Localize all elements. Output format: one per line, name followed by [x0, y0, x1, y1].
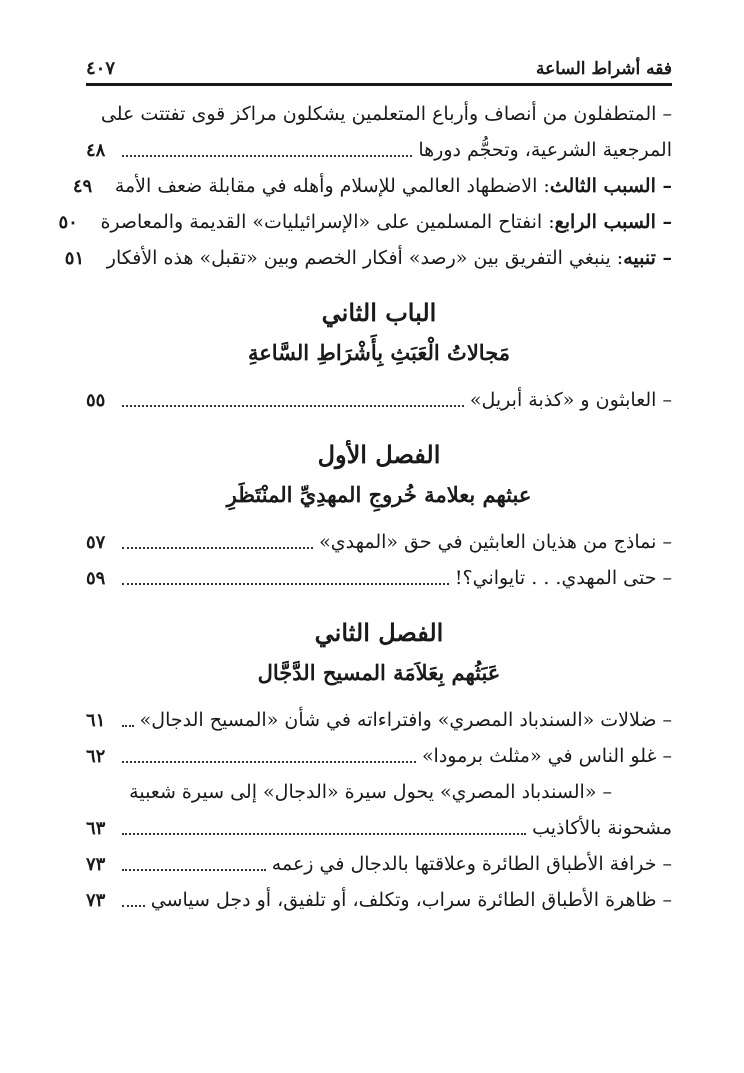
- page-number: ٤٠٧: [86, 58, 116, 79]
- toc-entry: [86, 560, 672, 596]
- dot-leader: [122, 905, 145, 907]
- dot-leader: [122, 583, 449, 585]
- part-title: الباب الثاني: [321, 298, 437, 327]
- chapter-1-subtitle: عبثهم بعلامة خُروجِ المهدِيِّ المنْتَظَرِ: [226, 482, 532, 507]
- running-header: [86, 52, 672, 86]
- toc-group-chapter1: [86, 524, 672, 596]
- entry-page: ٦٢: [86, 746, 106, 767]
- part-subtitle: مَجالاتُ الْعَبَثِ بِأَشْرَاطِ السَّاعةِ: [247, 340, 511, 365]
- toc-entry: [86, 524, 672, 560]
- toc-page: [58, 52, 672, 918]
- toc-entry: [86, 132, 672, 168]
- entry-page: ٥١: [64, 248, 85, 269]
- toc-entry: [86, 774, 672, 810]
- entry-text: مشحونة بالأكاذيب: [532, 817, 672, 839]
- entry-page: ٤٩: [72, 176, 93, 197]
- toc-entry: [86, 846, 672, 882]
- entry-text: – المتطفلون من أنصاف وأرباع المتعلمين يشكلون مراكز قوى تفتتت على: [100, 103, 672, 125]
- entry-text: [115, 168, 672, 204]
- entry-text: – نماذج من هذيان العابثين في حق «المهدي»: [319, 531, 672, 553]
- toc-entry: [86, 738, 672, 774]
- entry-body: : ينبغي التفريق بين «رصد» أفكار الخصم وبين «تقبل» هذه الأفكار: [106, 247, 624, 269]
- toc-group-chapter2: [86, 702, 672, 918]
- entry-text: المرجعية الشرعية، وتحجُّم دورها: [418, 139, 672, 161]
- entry-text: – خرافة الأطباق الطائرة وعلاقتها بالدجال في زعمه: [271, 853, 672, 875]
- toc-group-1: [58, 96, 672, 276]
- dot-leader: [122, 869, 266, 871]
- entry-text: [107, 240, 672, 276]
- entry-page: ٦١: [86, 710, 106, 731]
- entry-text: – غلو الناس في «مثلث برمودا»: [421, 745, 672, 767]
- chapter-2-subtitle: عَبَثُهم بِعَلاَمَة المسيح الدَّجَّال: [257, 660, 501, 685]
- dot-leader: [122, 155, 412, 157]
- entry-text: – «السندباد المصري» يحول سيرة «الدجال» إلى سيرة شعبية: [129, 781, 612, 803]
- entry-page: ٦٣: [86, 818, 106, 839]
- entry-lead: – السبب الثالث: [549, 175, 672, 197]
- dot-leader: [122, 761, 416, 763]
- toc-entry: [64, 240, 672, 276]
- toc-entry: [86, 810, 672, 846]
- toc-entry: [86, 702, 672, 738]
- dot-leader: [122, 833, 526, 835]
- running-title: فقه أشراط الساعة: [536, 59, 672, 79]
- entry-text: – ظاهرة الأطباق الطائرة سراب، وتكلف، أو تلفيق، أو دجل سياسي: [150, 889, 672, 911]
- entry-page: ٧٣: [86, 890, 106, 911]
- entry-page: ٥٧: [86, 532, 106, 553]
- toc-entry: [86, 382, 672, 418]
- toc-entry: [58, 204, 672, 240]
- entry-body: : انفتاح المسلمين على «الإسرائيليات» القديمة والمعاصرة: [100, 211, 555, 233]
- entry-text: – العابثون و «كذبة أبريل»: [469, 389, 672, 411]
- entry-page: ٥٠: [58, 212, 78, 233]
- entry-text: [100, 204, 672, 240]
- toc-entry: [86, 882, 672, 918]
- toc-group-part2: [86, 382, 672, 418]
- entry-text: – حتى المهدي. . . تايواني؟!: [454, 567, 672, 589]
- entry-lead: – السبب الرابع: [554, 211, 672, 233]
- entry-page: ٧٣: [86, 854, 106, 875]
- toc-entry: [72, 168, 672, 204]
- entry-page: ٥٥: [86, 390, 106, 411]
- entry-page: ٥٩: [86, 568, 106, 589]
- dot-leader: [122, 725, 134, 727]
- entry-page: ٤٨: [86, 140, 106, 161]
- entry-text: – ضلالات «السندباد المصري» وافتراءاته في شأن «المسيح الدجال»: [139, 709, 672, 731]
- chapter-1-title: الفصل الأول: [317, 440, 441, 469]
- entry-lead: – تنبيه: [623, 247, 672, 269]
- dot-leader: [122, 405, 464, 407]
- chapter-2-title: الفصل الثاني: [314, 618, 444, 647]
- dot-leader: [122, 547, 313, 549]
- entry-body: : الاضطهاد العالمي للإسلام وأهله في مقابلة ضعف الأمة: [114, 175, 550, 197]
- toc-entry: [86, 96, 672, 132]
